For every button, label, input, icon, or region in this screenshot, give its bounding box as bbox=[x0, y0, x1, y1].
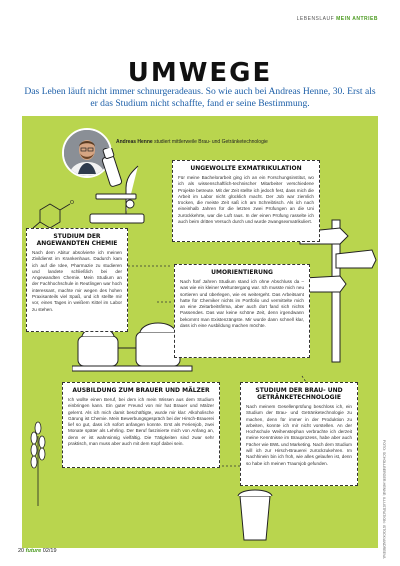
page-footer bbox=[18, 548, 57, 554]
caption-text: studiert mittlerweile Brau- und Getränketechnologie bbox=[152, 139, 268, 145]
section-kicker bbox=[297, 16, 378, 22]
page-title: UMWEGE bbox=[127, 58, 273, 88]
kicker-section: LEBENSLAUF bbox=[296, 16, 335, 22]
svg-text:O: O bbox=[70, 200, 74, 206]
box-exmatrikulation bbox=[172, 160, 320, 242]
caption-name: Andreas Henne bbox=[116, 139, 153, 145]
magazine-brand: future bbox=[25, 548, 42, 554]
text-braustudium: Nach meinem Gesellenprüfung beschloss ich, ein Studium der Brau- und Getränketechnologie zu machen, denn für immer in der Produktion zu arbeiten, konnte ich mir nicht vorstellen. An der Hochschule Weihenstephan verbrachte ich derzeit meine Kenntnisse im Brauprozess, habe aber auch Fächer wie BWL und Marketing. Nach dem Studium will ich zur Hirsch-Brauerei zurückzukehren. Im Nachhinein bin ich froh, wie alles gelaufen ist, denn so habe ich meinen Traumjob gefunden. bbox=[246, 404, 352, 466]
box-umorientierung bbox=[174, 264, 310, 358]
heading-braustudium: STUDIUM DER BRAU- UND GETRÄNKETECHNOLOGIE bbox=[255, 387, 343, 401]
deck-text: Das Leben läuft nicht immer schnurgeradeaus. So wie auch bei Andreas Henne, 30. Erst als er das Studium nicht schaffte, fand er seine Bestimmung. bbox=[24, 86, 376, 109]
kicker-label: MEIN ANTRIEB bbox=[336, 16, 378, 22]
photo-credit: FOTO: SCHOLLBERGER-HENNE; ILLUSTRATION: ISTOCK/ANDREEVA bbox=[382, 440, 386, 559]
wheat-illustration bbox=[22, 416, 54, 508]
issue-number: 02/19 bbox=[42, 548, 57, 554]
box-chemie bbox=[26, 228, 128, 332]
heading-umorientierung: UMORIENTIERUNG bbox=[211, 269, 273, 276]
box-ausbildung bbox=[62, 382, 220, 468]
heading-exmatrikulation: UNGEWOLLTE EXMATRIKULATION bbox=[190, 165, 302, 172]
text-exmatrikulation: Für meine Bachelorarbeit ging ich an ein Forschungsinstitut, wo ich als wissenschaftlich-technischer Mitarbeiter verschiedene Projekte betreute. Mit der Zeit stellte ich jedoch fest, dass mich die Arbeit im Labor nicht glücklich macht. Der Job war ziemlich trocken, die meiste Zeit saß ich am Schreibtisch. Als ich nach eineinhalb Jahren für die letzten zwei Prüfungen an die Uni zurückkehrte, war die Luft raus. In der einen Prüfung rasselte ich auch beim dritten Versuch durch und wurde zwangsexmatrikuliert. bbox=[178, 175, 314, 225]
heading-ausbildung: AUSBILDUNG ZUM BRAUER UND MÄLZER bbox=[72, 387, 210, 394]
text-ausbildung: Ich wollte einen Beruf, bei dem ich mein Wissen aus dem Studium einbringen kann. Ein guter Freund von mir hat Brauer und Mälzer gelernt. Als ich mich damit beschäftigte, wurde mir klar: Alkoholische Gärung ist Chemie. Mein Bewerbungsgespräch bei der Hirsch-Brauerei lief so gut, dass ich sofort anfangen konnte. Erst als Ferienjob, zwei Monate später als Lehrling. Der Beruf faszinierte mich von Anfang an, denn er ist wahnsinnig vielfältig. Die Tätigkeiten sind zwar sehr praktisch, man muss aber auch mit dem Kopf dabei sein. bbox=[68, 397, 214, 447]
heading-chemie: STUDIUM DER ANGEWANDTEN CHEMIE bbox=[36, 233, 118, 247]
text-umorientierung: Nach fünf Jahren Studium stand ich ohne Abschluss da – was wie ein kleiner Weltuntergang war. Ich musste mich neu sortieren und überlegen, wie es weitergeht. Das Arbeitsamt hatte für Chemiker nichts im Portfolio und vermittelte mich an eine Zeitarbeitsfirma, aber auch dort fand sich nichts Passendes. Das war keine schöne Zeit, denn irgendwann bekommt man Existenzängste. Mir wurde dann schnell klar, dass ich eine Ausbildung machen möchte. bbox=[180, 279, 304, 329]
box-braustudium bbox=[240, 382, 358, 486]
text-chemie: Nach dem Abitur absolvierte ich meinen Zivildienst im Krankenhaus. Dadurch kam ich auf die Idee, Pharmazie zu studieren und landete schließlich bei der Angewandten Chemie. Mein Studium an der Fachhochschule in Reutlingen war hoch interessant, machte mir wegen des hohen Praxisanteils viel Spaß, und ich stellte mir vor, eines Tages in weißem Kittel im Labor zu stehen. bbox=[32, 250, 122, 312]
page-number: 20 bbox=[18, 548, 25, 554]
beer-glass-illustration bbox=[230, 486, 280, 544]
microscope-illustration bbox=[82, 148, 152, 226]
